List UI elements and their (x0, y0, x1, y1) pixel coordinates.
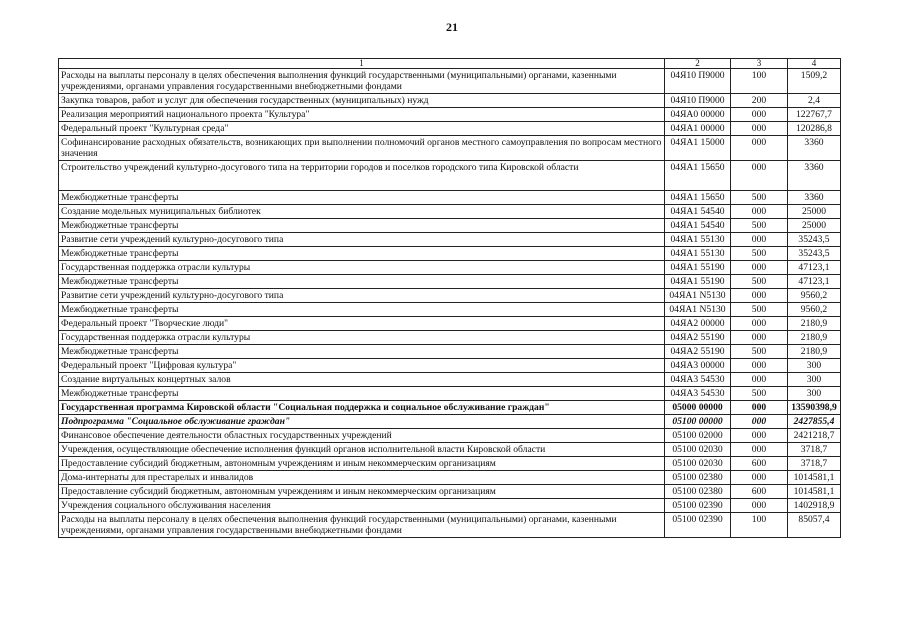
row-type-cell: 000 (731, 317, 788, 331)
row-type-cell: 000 (731, 373, 788, 387)
row-code-cell: 04ЯА1 54540 (665, 219, 731, 233)
row-type-cell: 000 (731, 331, 788, 345)
row-amount-cell: 122767,7 (788, 108, 841, 122)
row-name-cell: Федеральный проект "Культурная среда" (59, 122, 665, 136)
row-name-cell: Реализация мероприятий национального проекта "Культура" (59, 108, 665, 122)
row-code-cell: 05100 02380 (665, 471, 731, 485)
table-row (59, 247, 841, 261)
row-name-cell: Строительство учреждений культурно-досугового типа на территории городов и поселков городского типа Кировской области (59, 161, 665, 191)
row-type-cell: 500 (731, 345, 788, 359)
row-code-cell: 04ЯА3 54530 (665, 373, 731, 387)
row-type-cell: 000 (731, 261, 788, 275)
row-code-cell: 04ЯА3 54530 (665, 387, 731, 401)
row-name-cell: Учреждения социального обслуживания населения (59, 499, 665, 513)
row-amount-cell: 85057,4 (788, 513, 841, 538)
row-name-cell: Развитие сети учреждений культурно-досугового типа (59, 289, 665, 303)
table-row (59, 387, 841, 401)
row-name-cell: Федеральный проект "Творческие люди" (59, 317, 665, 331)
row-amount-cell: 2421218,7 (788, 429, 841, 443)
row-amount-cell: 3360 (788, 161, 841, 191)
row-code-cell: 05100 02030 (665, 457, 731, 471)
row-type-cell: 500 (731, 191, 788, 205)
table-row (59, 94, 841, 108)
row-amount-cell: 120286,8 (788, 122, 841, 136)
row-amount-cell: 3360 (788, 136, 841, 161)
table-row (59, 303, 841, 317)
row-type-cell: 000 (731, 233, 788, 247)
row-type-cell: 000 (731, 108, 788, 122)
row-code-cell: 05100 02390 (665, 513, 731, 538)
row-type-cell: 000 (731, 415, 788, 429)
row-amount-cell: 2427855,4 (788, 415, 841, 429)
row-amount-cell: 300 (788, 373, 841, 387)
header-type: 3 (731, 59, 788, 69)
row-type-cell: 000 (731, 161, 788, 191)
row-code-cell: 05100 02030 (665, 443, 731, 457)
row-amount-cell: 2,4 (788, 94, 841, 108)
row-code-cell: 04ЯА1 15000 (665, 136, 731, 161)
page-number: 21 (446, 20, 458, 34)
row-code-cell: 04ЯА1 55130 (665, 233, 731, 247)
row-name-cell: Развитие сети учреждений культурно-досугового типа (59, 233, 665, 247)
row-name-cell: Расходы на выплаты персоналу в целях обеспечения выполнения функций государственными (муниципальными) органами, казенными учреждениями, органами управления государственными внебюджетными фондами (59, 513, 665, 538)
row-type-cell: 000 (731, 359, 788, 373)
row-code-cell: 04ЯА1 54540 (665, 205, 731, 219)
table-row (59, 136, 841, 161)
row-code-cell: 04ЯА2 55190 (665, 331, 731, 345)
row-amount-cell: 35243,5 (788, 233, 841, 247)
row-name-cell: Межбюджетные трансферты (59, 275, 665, 289)
row-code-cell: 04ЯА1 55130 (665, 247, 731, 261)
row-amount-cell: 2180,9 (788, 345, 841, 359)
row-code-cell: 04Я10 П9000 (665, 94, 731, 108)
row-amount-cell: 9560,2 (788, 289, 841, 303)
budget-table (58, 58, 841, 538)
row-name-cell: Предоставление субсидий бюджетным, автономным учреждениям и иным некоммерческим организациям (59, 457, 665, 471)
table-row (59, 233, 841, 247)
table-row (59, 513, 841, 538)
table-row (59, 108, 841, 122)
table-row (59, 485, 841, 499)
table-row (59, 205, 841, 219)
row-type-cell: 600 (731, 485, 788, 499)
row-amount-cell: 2180,9 (788, 317, 841, 331)
row-name-cell: Межбюджетные трансферты (59, 345, 665, 359)
table-row (59, 275, 841, 289)
row-amount-cell: 47123,1 (788, 261, 841, 275)
table-header-row (59, 59, 841, 69)
row-amount-cell: 25000 (788, 219, 841, 233)
table-body (59, 69, 841, 538)
row-code-cell: 04Я10 П9000 (665, 69, 731, 94)
row-amount-cell: 3718,7 (788, 443, 841, 457)
row-type-cell: 000 (731, 205, 788, 219)
row-type-cell: 500 (731, 303, 788, 317)
row-name-cell: Межбюджетные трансферты (59, 191, 665, 205)
row-name-cell: Межбюджетные трансферты (59, 219, 665, 233)
table-row (59, 191, 841, 205)
row-code-cell: 04ЯА1 55190 (665, 261, 731, 275)
row-name-cell: Государственная поддержка отрасли культуры (59, 261, 665, 275)
row-type-cell: 000 (731, 289, 788, 303)
row-name-cell: Межбюджетные трансферты (59, 303, 665, 317)
row-amount-cell: 1014581,1 (788, 471, 841, 485)
row-code-cell: 04ЯА2 00000 (665, 317, 731, 331)
table-row (59, 69, 841, 94)
row-amount-cell: 25000 (788, 205, 841, 219)
row-type-cell: 100 (731, 513, 788, 538)
table-row (59, 499, 841, 513)
row-type-cell: 000 (731, 429, 788, 443)
table-row (59, 161, 841, 191)
table-row (59, 457, 841, 471)
row-name-cell: Предоставление субсидий бюджетным, автономным учреждениям и иным некоммерческим организациям (59, 485, 665, 499)
row-code-cell: 04ЯА1 N5130 (665, 289, 731, 303)
row-type-cell: 000 (731, 443, 788, 457)
row-code-cell: 04ЯА0 00000 (665, 108, 731, 122)
table-row (59, 415, 841, 429)
header-amount: 4 (788, 59, 841, 69)
row-amount-cell: 13590398,9 (788, 401, 841, 415)
row-type-cell: 500 (731, 247, 788, 261)
row-amount-cell: 300 (788, 387, 841, 401)
table-row (59, 261, 841, 275)
table-row (59, 429, 841, 443)
row-name-cell: Федеральный проект "Цифровая культура" (59, 359, 665, 373)
row-type-cell: 000 (731, 401, 788, 415)
row-amount-cell: 35243,5 (788, 247, 841, 261)
row-amount-cell: 1014581,1 (788, 485, 841, 499)
row-code-cell: 05100 02380 (665, 485, 731, 499)
row-amount-cell: 9560,2 (788, 303, 841, 317)
row-name-cell: Создание модельных муниципальных библиотек (59, 205, 665, 219)
row-code-cell: 05100 02000 (665, 429, 731, 443)
row-code-cell: 05100 02390 (665, 499, 731, 513)
table-row (59, 219, 841, 233)
row-type-cell: 100 (731, 69, 788, 94)
row-amount-cell: 47123,1 (788, 275, 841, 289)
row-name-cell: Подпрограмма "Социальное обслуживание граждан" (59, 415, 665, 429)
row-type-cell: 500 (731, 219, 788, 233)
row-amount-cell: 2180,9 (788, 331, 841, 345)
row-code-cell: 05100 00000 (665, 415, 731, 429)
row-amount-cell: 300 (788, 359, 841, 373)
table-row (59, 373, 841, 387)
row-name-cell: Дома-интернаты для престарелых и инвалидов (59, 471, 665, 485)
row-code-cell: 04ЯА1 15650 (665, 191, 731, 205)
header-code: 2 (665, 59, 731, 69)
row-code-cell: 04ЯА3 00000 (665, 359, 731, 373)
row-name-cell: Межбюджетные трансферты (59, 247, 665, 261)
row-code-cell: 05000 00000 (665, 401, 731, 415)
table-row (59, 331, 841, 345)
row-name-cell: Софинансирование расходных обязательств, возникающих при выполнении полномочий органов местного самоуправления по вопросам местного значения (59, 136, 665, 161)
row-name-cell: Финансовое обеспечение деятельности областных государственных учреждений (59, 429, 665, 443)
row-type-cell: 200 (731, 94, 788, 108)
row-name-cell: Закупка товаров, работ и услуг для обеспечения государственных (муниципальных) нужд (59, 94, 665, 108)
row-name-cell: Государственная программа Кировской области "Социальная поддержка и социальное обслуживание граждан" (59, 401, 665, 415)
table-row (59, 122, 841, 136)
row-type-cell: 000 (731, 471, 788, 485)
row-name-cell: Расходы на выплаты персоналу в целях обеспечения выполнения функций государственными (муниципальными) органами, казенными учреждениями, органами управления государственными внебюджетными фондами (59, 69, 665, 94)
row-amount-cell: 3718,7 (788, 457, 841, 471)
row-amount-cell: 3360 (788, 191, 841, 205)
row-amount-cell: 1509,2 (788, 69, 841, 94)
table-row (59, 317, 841, 331)
row-code-cell: 04ЯА1 N5130 (665, 303, 731, 317)
table-row (59, 471, 841, 485)
row-type-cell: 500 (731, 387, 788, 401)
table-row (59, 401, 841, 415)
table-row (59, 289, 841, 303)
table-row (59, 345, 841, 359)
row-name-cell: Учреждения, осуществляющие обеспечение исполнения функций органов исполнительной власти Кировской области (59, 443, 665, 457)
row-code-cell: 04ЯА1 55190 (665, 275, 731, 289)
table-row (59, 359, 841, 373)
row-type-cell: 600 (731, 457, 788, 471)
row-name-cell: Межбюджетные трансферты (59, 387, 665, 401)
row-amount-cell: 1402918,9 (788, 499, 841, 513)
row-type-cell: 500 (731, 275, 788, 289)
row-code-cell: 04ЯА1 00000 (665, 122, 731, 136)
row-name-cell: Государственная поддержка отрасли культуры (59, 331, 665, 345)
row-type-cell: 000 (731, 122, 788, 136)
row-name-cell: Создание виртуальных концертных залов (59, 373, 665, 387)
row-code-cell: 04ЯА1 15650 (665, 161, 731, 191)
row-code-cell: 04ЯА2 55190 (665, 345, 731, 359)
header-name: 1 (59, 59, 665, 69)
table-row (59, 443, 841, 457)
row-type-cell: 000 (731, 499, 788, 513)
row-type-cell: 000 (731, 136, 788, 161)
